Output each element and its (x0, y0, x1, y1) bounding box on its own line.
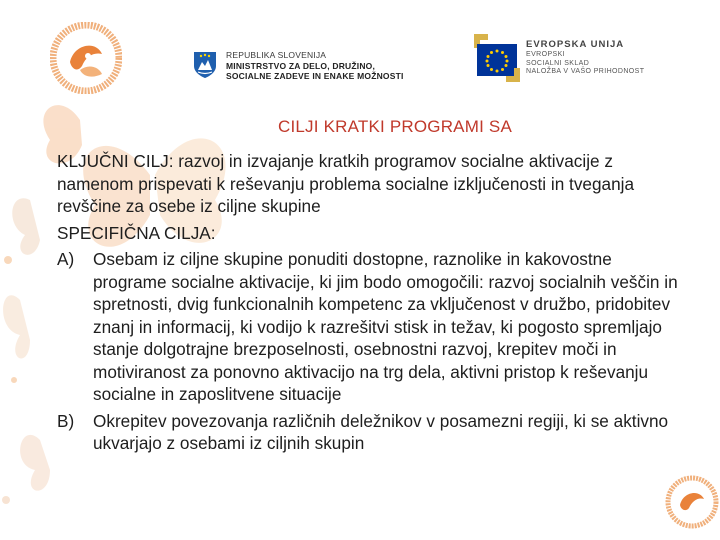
eu-line-4: NALOŽBA V VAŠO PRIHODNOST (526, 68, 645, 76)
eu-text (526, 39, 644, 77)
slovenia-coat-of-arms-icon (192, 50, 218, 80)
ministry-line-1: REPUBLIKA SLOVENIJA (226, 50, 327, 60)
organization-logo (50, 22, 122, 94)
main-goal-text: KLJUČNI CILJ: razvoj in izvajanje kratkih programov socialne aktivacije z namenom prispevati k reševanju problema socialne izključenosti in tveganja revščine za osebe iz ciljne skupine (57, 151, 635, 216)
list-item (57, 410, 689, 455)
eu-line-1: EVROPSKA UNIJA (526, 39, 625, 51)
organization-logo-small (664, 474, 720, 530)
list-item-label: B) (57, 410, 75, 431)
eu-line-2: EVROPSKI (526, 51, 565, 59)
eu-line-3: SOCIALNI SKLAD (526, 59, 590, 67)
ministry-line-3: SOCIALNE ZADEVE IN ENAKE MOŽNOSTI (226, 71, 404, 81)
list-item-text: Osebam iz ciljne skupine ponuditi dostopne, raznolike in kakovostne programe socialne aktivacije, ki jim bodo omogočili: razvoj socialnih veščin in spretnosti, dvig funkcionalnih kompetenc za vključenost v družbo, pridobitev znanj in informacij, ki vodijo k razrešitvi stisk in težav, ki pogosto spremljajo stanje dolgotrajne brezposelnosti, osebnostni razvoj, krepitev moči in motiviranost za ponovno aktivacijo na trg dela, aktivni pristop k reševanju socialne in zaposlitvene situacije (93, 249, 678, 404)
list-item (57, 248, 689, 406)
ministry-logo (192, 50, 404, 82)
eu-logo (474, 34, 644, 82)
slide-content (57, 150, 689, 455)
eu-flag-icon (474, 34, 520, 82)
specific-goals-heading: SPECIFIČNA CILJA: (57, 222, 216, 243)
list-item-text: Okrepitev povezovanja različnih deležnikov v posamezni regiji, ki se aktivno ukvarjajo z osebami iz ciljnih skupin (93, 410, 669, 453)
slide-title: CILJI KRATKI PROGRAMI SA (277, 117, 513, 136)
list-item-label: A) (57, 249, 75, 269)
ministry-line-2: MINISTRSTVO ZA DELO, DRUŽINO, (226, 60, 376, 71)
ministry-text (226, 50, 404, 82)
